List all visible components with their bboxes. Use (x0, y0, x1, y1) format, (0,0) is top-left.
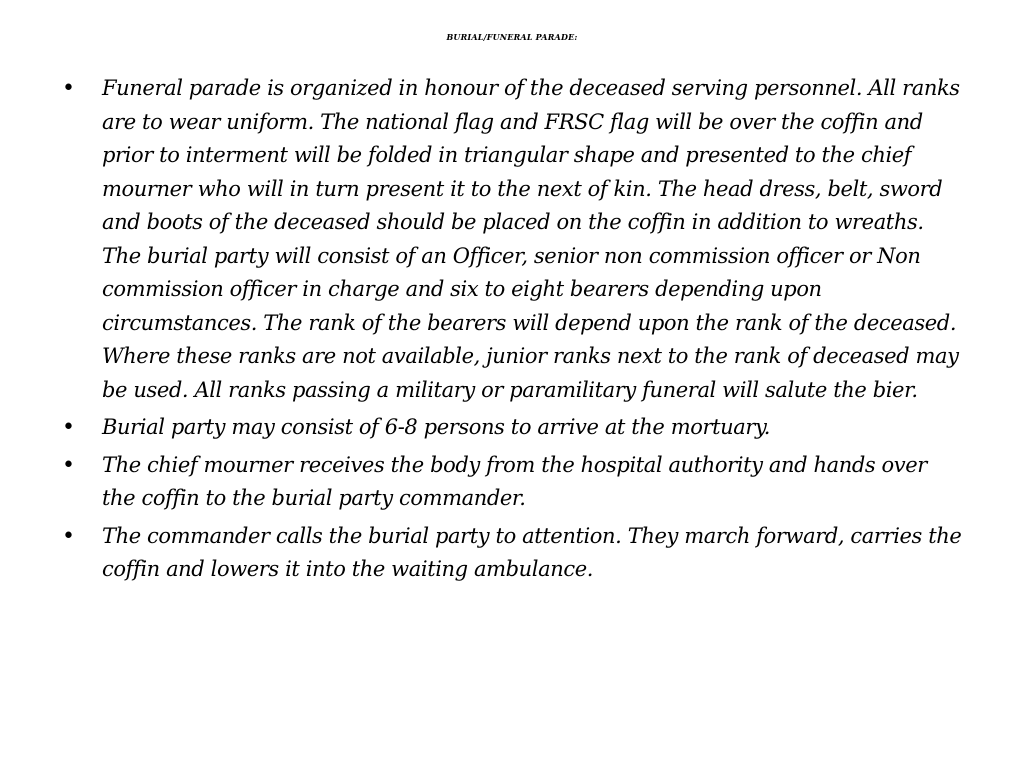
bullet-text: Burial party may consist of 6-8 persons to arrive at the mortuary. (102, 415, 770, 439)
bullet-item (58, 449, 963, 516)
bullet-item (58, 520, 963, 587)
bullet-text: The commander calls the burial party to attention. They march forward, carries the coffin and lowers it into the waiting ambulance. (102, 523, 962, 581)
bullet-text: The chief mourner receives the body from the hospital authority and hands over the coffin to the burial party commander. (102, 452, 927, 510)
bullet-icon: • (62, 452, 75, 478)
bullet-item (58, 72, 963, 407)
bullet-icon: • (62, 415, 75, 440)
bullet-list (58, 72, 963, 591)
bullet-text: Funeral parade is organized in honour of the deceased serving personnel. All ranks are to wear uniform. The national flag and FRSC flag will be over the coffin and prior to interment will be folded in triangular shape and presented to the chief mourner who will in turn present it to the next of kin. The head dress, belt, sword and boots of the deceased should be placed on the coffin in addition to wreaths. The burial party will consist of an Officer, senior non commission officer or Non commission officer in charge and six to eight bearers depending upon circumstances. The rank of the bearers will depend upon the rank of the deceased. Where these ranks are not available, junior ranks next to the rank of deceased may be used. All ranks passing a military or paramilitary funeral will salute the bier. (102, 76, 960, 402)
bullet-icon: • (62, 76, 75, 101)
bullet-item (58, 411, 963, 445)
bullet-icon: • (62, 523, 75, 549)
slide-title: BURIAL/FUNERAL PARADE: (446, 32, 578, 42)
